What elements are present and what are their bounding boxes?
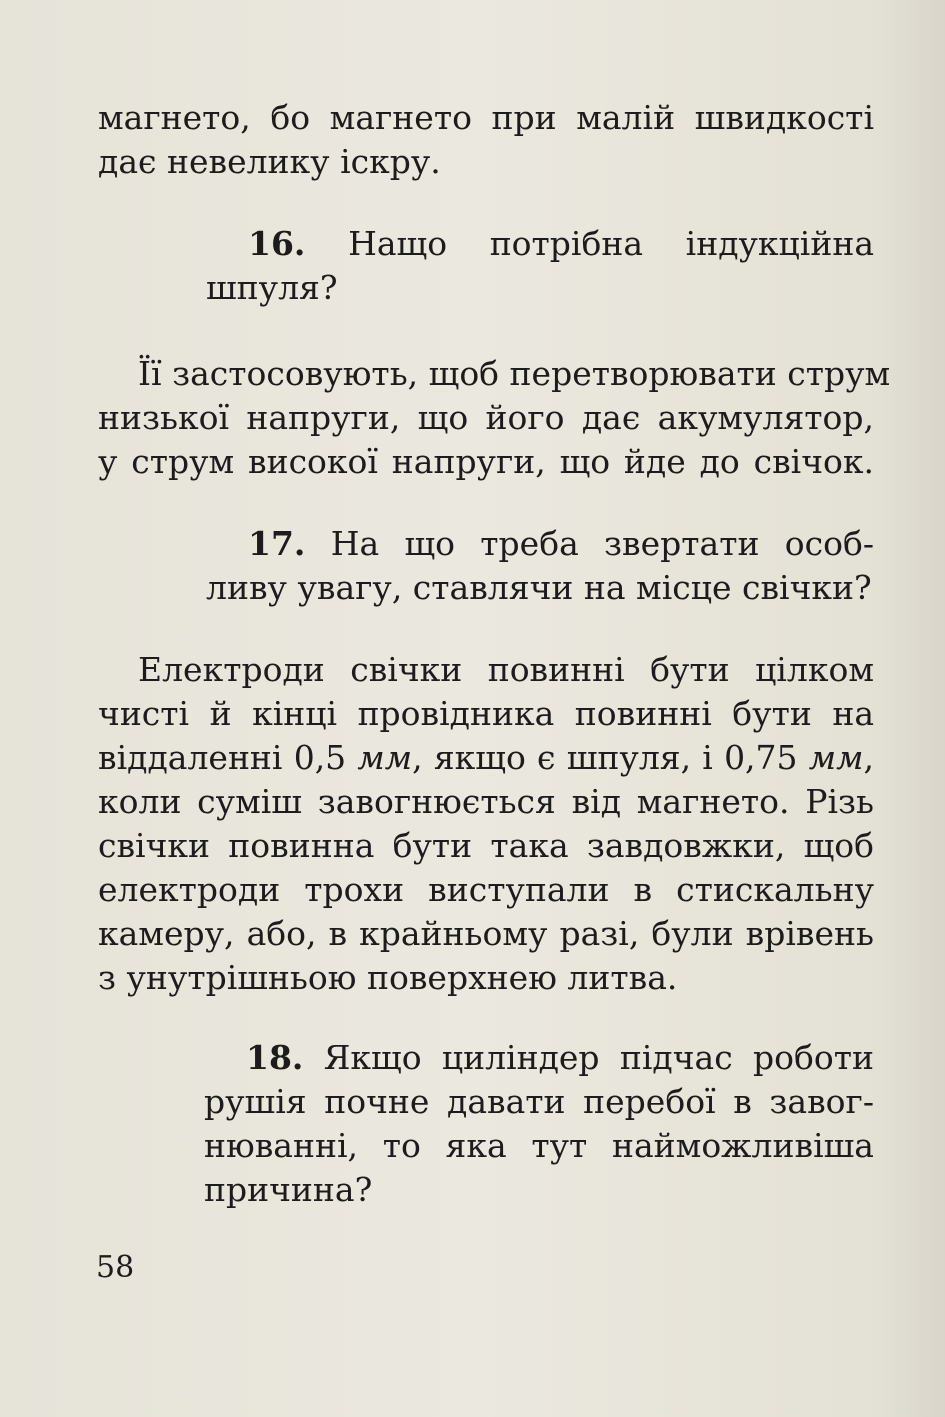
question-line: рушія почне давати перебої в завог- <box>204 1082 874 1121</box>
question-text: Нащо потрібна індукційна <box>348 224 874 263</box>
text-line: Електроди свічки повинні бути цілком <box>138 650 874 689</box>
question-line: нюванні, то яка тут найможливіша <box>204 1126 874 1165</box>
text-line: низької напруги, що його дає акумулятор, <box>98 398 874 437</box>
text-line: коли суміш завогнюється від магнето. Різь <box>98 782 874 821</box>
question-number: 16. <box>248 224 306 263</box>
unit-mm: мм <box>357 738 413 777</box>
text-line: дає невелику іскру. <box>98 142 441 181</box>
unit-mm: мм <box>808 738 864 777</box>
question-line: причина? <box>204 1170 373 1209</box>
text-line: електроди трохи виступали в стискальну <box>98 870 874 909</box>
question-line <box>246 1036 874 1080</box>
text-line: у струм високої напруги, що йде до свічок. <box>98 442 874 481</box>
question-number: 17. <box>248 524 306 563</box>
question-line: шпуля? <box>206 268 338 307</box>
question-text: Якщо циліндер підчас роботи <box>323 1038 874 1077</box>
question-line: ливу увагу, ставлячи на місце свічки? <box>206 568 872 607</box>
question-text: На що треба звертати особ- <box>330 524 874 563</box>
text-line: свічки повинна бути така завдовжки, щоб <box>98 826 874 865</box>
text-line: Її застосовують, щоб перетворювати струм <box>138 354 891 393</box>
question-number: 18. <box>246 1038 304 1077</box>
question-line <box>248 522 874 566</box>
page-number: 58 <box>96 1250 135 1285</box>
text-line: віддаленні 0,5 мм, якщо є шпуля, і 0,75 мм, <box>98 738 874 777</box>
text-line: камеру, або, в крайньому разі, були врівень <box>98 914 874 953</box>
text-line: магнето, бо магнето при малій швидкості <box>98 98 874 137</box>
text-line: з унутрішньою поверхнею литва. <box>98 958 678 997</box>
question-line <box>248 222 874 266</box>
text-line: чисті й кінці провідника повинні бути на <box>98 694 874 733</box>
